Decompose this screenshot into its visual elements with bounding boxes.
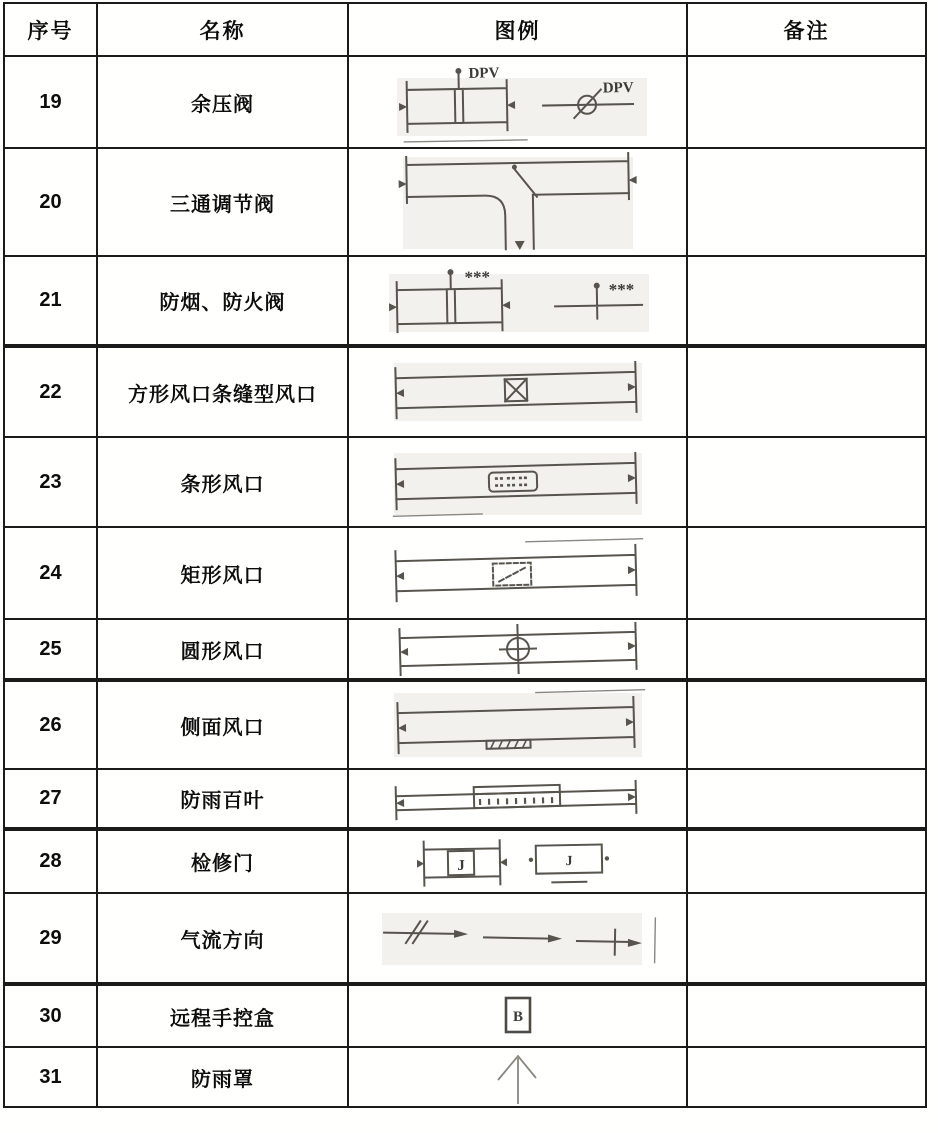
name-cell: 侧面风口 — [97, 680, 348, 769]
name-cell: 余压阀 — [97, 56, 348, 148]
airflow-direction-icon — [372, 907, 664, 969]
legend-sheet — [0, 2, 938, 1133]
table-row — [4, 619, 926, 680]
legend-cell — [348, 680, 687, 769]
remark-cell — [687, 346, 926, 437]
legend-cell — [348, 56, 687, 148]
dpv-label: DPV — [602, 79, 634, 97]
remote-control-box-icon — [494, 992, 542, 1040]
remark-cell — [687, 437, 926, 527]
box-label: B — [512, 1009, 523, 1025]
remark-cell — [687, 829, 926, 893]
row-number-cell: 20 — [4, 148, 97, 256]
name-cell: 防雨百叶 — [97, 769, 348, 829]
name-cell: 远程手控盒 — [97, 984, 348, 1047]
name-cell: 检修门 — [97, 829, 348, 893]
stars-label: *** — [608, 279, 634, 299]
rect-diffuser-icon — [386, 532, 650, 614]
table-row — [4, 527, 926, 619]
row-number-cell: 19 — [4, 56, 97, 148]
remark-cell — [687, 893, 926, 984]
header-legend: 图例 — [348, 3, 687, 56]
row-number-cell: 29 — [4, 893, 97, 984]
table-row — [4, 437, 926, 527]
row-number-cell: 31 — [4, 1047, 97, 1107]
header-row — [4, 3, 926, 56]
legend-cell — [348, 346, 687, 437]
rain-louver-icon — [386, 771, 650, 827]
rain-hood-icon — [448, 1048, 588, 1106]
access-door-icon — [412, 832, 624, 892]
remark-cell — [687, 680, 926, 769]
stars-label: *** — [463, 266, 490, 287]
legend-cell — [348, 437, 687, 527]
row-number-cell: 22 — [4, 346, 97, 437]
remark-cell — [687, 56, 926, 148]
header-name: 名称 — [97, 3, 348, 56]
name-cell: 三通调节阀 — [97, 148, 348, 256]
legend-cell — [348, 148, 687, 256]
three-way-damper-icon — [393, 149, 643, 255]
table-row — [4, 984, 926, 1047]
remark-cell — [687, 1047, 926, 1107]
remark-cell — [687, 984, 926, 1047]
row-number-cell: 23 — [4, 437, 97, 527]
row-number-cell: 28 — [4, 829, 97, 893]
legend-cell — [348, 256, 687, 346]
door-label: J — [564, 853, 573, 869]
remark-cell — [687, 256, 926, 346]
legend-cell — [348, 829, 687, 893]
row-number-cell: 30 — [4, 984, 97, 1047]
table-row — [4, 680, 926, 769]
remark-cell — [687, 619, 926, 680]
row-number-cell: 27 — [4, 769, 97, 829]
legend-cell — [348, 1047, 687, 1107]
square-diffuser-icon — [386, 351, 650, 433]
remark-cell — [687, 769, 926, 829]
legend-cell — [348, 769, 687, 829]
dpv-label: DPV — [467, 65, 499, 82]
side-outlet-icon — [386, 685, 650, 765]
legend-table — [3, 2, 927, 1108]
table-row — [4, 56, 926, 148]
name-cell: 条形风口 — [97, 437, 348, 527]
name-cell: 矩形风口 — [97, 527, 348, 619]
table-row — [4, 148, 926, 256]
slot-diffuser-icon — [386, 441, 650, 523]
round-diffuser-icon — [388, 620, 648, 678]
row-number-cell: 21 — [4, 256, 97, 346]
remark-cell — [687, 148, 926, 256]
row-number-cell: 26 — [4, 680, 97, 769]
legend-cell — [348, 527, 687, 619]
table-row — [4, 1047, 926, 1107]
table-row — [4, 769, 926, 829]
smoke-fire-damper-icon — [377, 260, 659, 342]
door-label: J — [456, 857, 465, 874]
legend-cell — [348, 984, 687, 1047]
row-number-cell: 25 — [4, 619, 97, 680]
remark-cell — [687, 527, 926, 619]
table-row — [4, 256, 926, 346]
name-cell: 防烟、防火阀 — [97, 256, 348, 346]
name-cell: 圆形风口 — [97, 619, 348, 680]
header-remark: 备注 — [687, 3, 926, 56]
header-no: 序号 — [4, 3, 97, 56]
name-cell: 气流方向 — [97, 893, 348, 984]
table-row — [4, 893, 926, 984]
legend-cell — [348, 893, 687, 984]
row-number-cell: 24 — [4, 527, 97, 619]
name-cell: 方形风口条缝型风口 — [97, 346, 348, 437]
table-row — [4, 829, 926, 893]
residual-pressure-valve-icon — [377, 58, 659, 146]
legend-cell — [348, 619, 687, 680]
name-cell: 防雨罩 — [97, 1047, 348, 1107]
table-row — [4, 346, 926, 437]
